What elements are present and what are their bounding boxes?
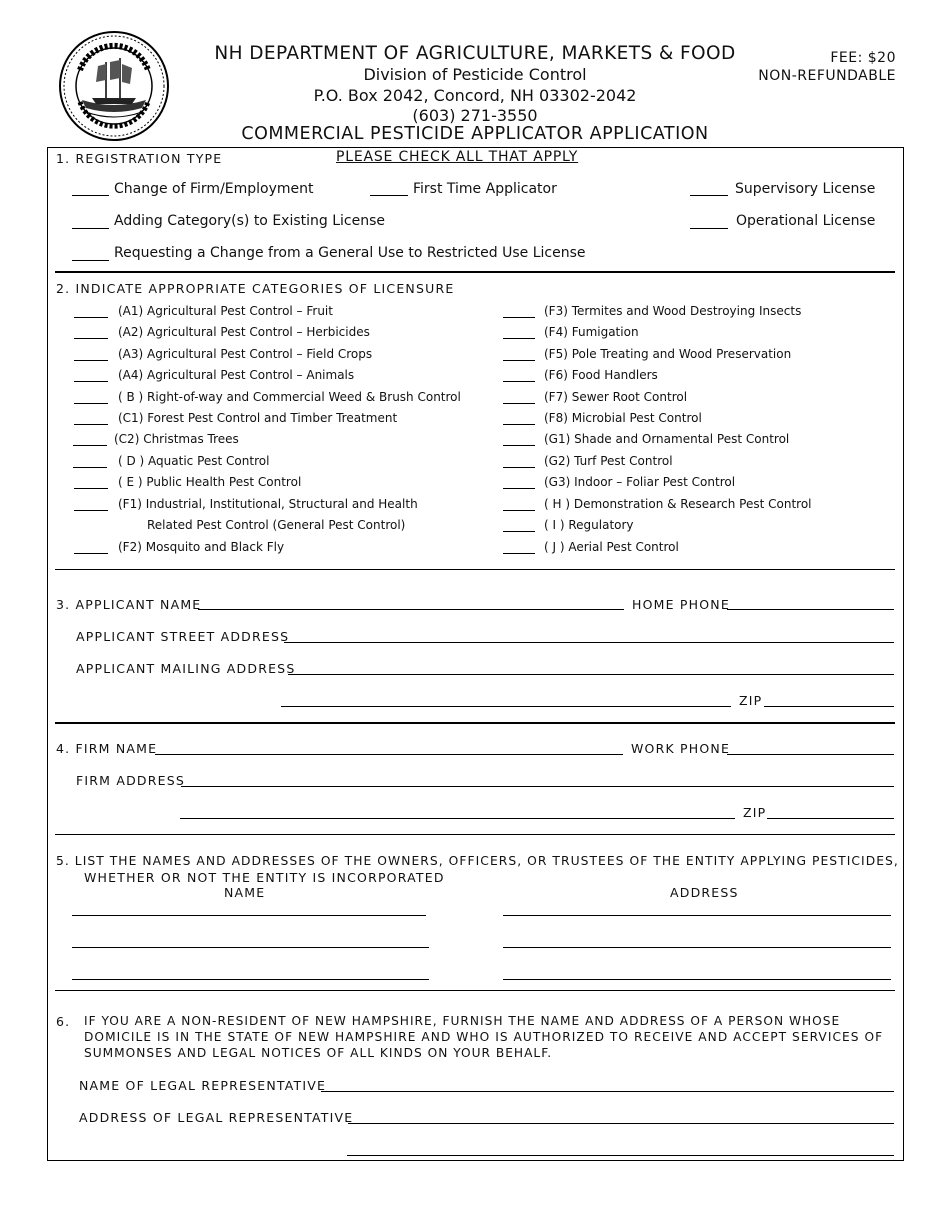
category-label: (F1) Industrial, Institutional, Structural and Health — [118, 497, 418, 511]
department-phone: (603) 271-3550 — [412, 106, 538, 125]
category-label: (G3) Indoor – Foliar Pest Control — [544, 475, 736, 489]
option-supervisory: Supervisory License — [735, 181, 876, 197]
category-label: (F6) Food Handlers — [544, 368, 658, 382]
category-checkbox[interactable] — [74, 381, 108, 382]
section-divider — [55, 569, 895, 570]
category-label: ( H ) Demonstration & Research Pest Control — [544, 497, 812, 511]
category-label: ( J ) Aerial Pest Control — [544, 540, 679, 554]
category-checkbox[interactable] — [74, 338, 108, 339]
section6-instruction-1: IF YOU ARE A NON-RESIDENT OF NEW HAMPSHIRE, FURNISH THE NAME AND ADDRESS OF A PERSON WHOSE — [84, 1014, 841, 1028]
category-checkbox[interactable] — [74, 360, 108, 361]
category-label: (F8) Microbial Pest Control — [544, 411, 702, 425]
name-column-header: NAME — [224, 885, 266, 900]
section1-label: 1. REGISTRATION TYPE — [56, 151, 223, 166]
firm-name-label: 4. FIRM NAME — [56, 741, 158, 756]
owner-address-field[interactable] — [503, 915, 891, 916]
checkbox-first-time[interactable] — [370, 195, 408, 196]
category-label: (A4) Agricultural Pest Control – Animals — [118, 368, 355, 382]
category-checkbox[interactable] — [74, 403, 108, 404]
category-checkbox[interactable] — [74, 424, 108, 425]
rep-address-label: ADDRESS OF LEGAL REPRESENTATIVE — [79, 1110, 354, 1125]
category-checkbox[interactable] — [503, 381, 535, 382]
category-checkbox[interactable] — [503, 531, 535, 532]
division-name: Division of Pesticide Control — [363, 65, 587, 84]
category-checkbox[interactable] — [503, 424, 535, 425]
category-checkbox[interactable] — [74, 510, 108, 511]
category-label: (G1) Shade and Ornamental Pest Control — [544, 432, 790, 446]
category-label: ( E ) Public Health Pest Control — [118, 475, 302, 489]
owner-name-field[interactable] — [72, 979, 429, 980]
section-divider — [55, 271, 895, 273]
state-seal-icon — [58, 30, 170, 142]
firm-name-field[interactable] — [155, 754, 623, 755]
category-label: (F2) Mosquito and Black Fly — [118, 540, 285, 554]
category-label: (F4) Fumigation — [544, 325, 639, 339]
category-label: (C1) Forest Pest Control and Timber Treatment — [118, 411, 398, 425]
owner-address-field[interactable] — [503, 947, 891, 948]
mailing-address-label: APPLICANT MAILING ADDRESS — [76, 661, 296, 676]
fee-amount: FEE: $20 — [830, 50, 896, 66]
category-label: ( B ) Right-of-way and Commercial Weed & Brush Control — [118, 390, 461, 404]
checkbox-operational[interactable] — [690, 228, 728, 229]
category-label: ( D ) Aquatic Pest Control — [118, 454, 270, 468]
option-change-firm: Change of Firm/Employment — [114, 181, 314, 197]
category-label: Related Pest Control (General Pest Control) — [147, 518, 406, 532]
category-label: ( I ) Regulatory — [544, 518, 634, 532]
rep-name-label: NAME OF LEGAL REPRESENTATIVE — [79, 1078, 327, 1093]
category-checkbox[interactable] — [503, 403, 535, 404]
firm-address-line2-field[interactable] — [180, 818, 735, 819]
category-checkbox[interactable] — [503, 553, 535, 554]
section-divider — [55, 990, 895, 991]
firm-zip-field[interactable] — [767, 818, 894, 819]
form-container — [47, 147, 904, 1161]
category-checkbox[interactable] — [503, 510, 535, 511]
zip-label: ZIP — [743, 805, 767, 820]
section-divider — [55, 834, 895, 835]
home-phone-field[interactable] — [727, 609, 894, 610]
section2-label: 2. INDICATE APPROPRIATE CATEGORIES OF LICENSURE — [56, 281, 455, 296]
firm-address-label: FIRM ADDRESS — [76, 773, 185, 788]
home-phone-label: HOME PHONE — [632, 597, 730, 612]
applicant-zip-field[interactable] — [764, 706, 894, 707]
category-label: (G2) Turf Pest Control — [544, 454, 673, 468]
zip-label: ZIP — [739, 693, 763, 708]
category-label: (C2) Christmas Trees — [114, 432, 239, 446]
category-checkbox[interactable] — [74, 317, 108, 318]
category-checkbox[interactable] — [503, 488, 535, 489]
category-checkbox[interactable] — [503, 445, 535, 446]
owner-name-field[interactable] — [72, 947, 429, 948]
work-phone-field[interactable] — [727, 754, 894, 755]
mailing-address-line2-field[interactable] — [281, 706, 731, 707]
option-operational: Operational License — [736, 213, 876, 229]
mailing-address-field[interactable] — [288, 674, 894, 675]
category-checkbox[interactable] — [74, 553, 108, 554]
rep-name-field[interactable] — [321, 1091, 894, 1092]
section6-number: 6. — [56, 1014, 71, 1029]
rep-address-field[interactable] — [348, 1123, 894, 1124]
category-checkbox[interactable] — [503, 360, 535, 361]
department-address: P.O. Box 2042, Concord, NH 03302-2042 — [313, 86, 637, 105]
applicant-name-label: 3. APPLICANT NAME — [56, 597, 202, 612]
option-first-time: First Time Applicator — [413, 181, 557, 197]
check-all-instruction: PLEASE CHECK ALL THAT APPLY — [336, 149, 579, 165]
category-checkbox[interactable] — [74, 488, 108, 489]
section6-instruction-2: DOMICILE IS IN THE STATE OF NEW HAMPSHIRE AND WHO IS AUTHORIZED TO RECEIVE AND ACCEPT SERVICES OF — [84, 1030, 884, 1044]
department-name: NH DEPARTMENT OF AGRICULTURE, MARKETS & FOOD — [214, 43, 736, 64]
checkbox-change-firm[interactable] — [72, 195, 109, 196]
checkbox-general-to-restricted[interactable] — [72, 260, 109, 261]
category-checkbox[interactable] — [503, 467, 535, 468]
address-column-header: ADDRESS — [670, 885, 739, 900]
section6-instruction-3: SUMMONSES AND LEGAL NOTICES OF ALL KINDS ON YOUR BEHALF. — [84, 1046, 553, 1060]
category-label: (A1) Agricultural Pest Control – Fruit — [118, 304, 333, 318]
firm-address-field[interactable] — [181, 786, 894, 787]
checkbox-supervisory[interactable] — [690, 195, 728, 196]
form-title: COMMERCIAL PESTICIDE APPLICATOR APPLICATION — [241, 124, 709, 144]
category-label: (A3) Agricultural Pest Control – Field Crops — [118, 347, 373, 361]
category-label: (F5) Pole Treating and Wood Preservation — [544, 347, 792, 361]
category-label: (F3) Termites and Wood Destroying Insects — [544, 304, 802, 318]
section-divider — [55, 722, 895, 724]
option-adding-category: Adding Category(s) to Existing License — [114, 213, 386, 229]
category-label: (F7) Sewer Root Control — [544, 390, 688, 404]
rep-address-line2-field[interactable] — [347, 1155, 894, 1156]
category-label: (A2) Agricultural Pest Control – Herbicides — [118, 325, 370, 339]
work-phone-label: WORK PHONE — [631, 741, 731, 756]
applicant-name-field[interactable] — [198, 609, 624, 610]
category-checkbox[interactable] — [503, 338, 535, 339]
category-checkbox[interactable] — [73, 467, 107, 468]
option-general-to-restricted: Requesting a Change from a General Use to Restricted Use License — [114, 245, 586, 261]
owner-address-field[interactable] — [503, 979, 891, 980]
street-address-label: APPLICANT STREET ADDRESS — [76, 629, 290, 644]
section5-instruction: 5. LIST THE NAMES AND ADDRESSES OF THE OWNERS, OFFICERS, OR TRUSTEES OF THE ENTITY APPLYING PESTICIDES, — [56, 854, 899, 868]
fee-note: NON-REFUNDABLE — [758, 68, 896, 84]
street-address-field[interactable] — [284, 642, 894, 643]
owner-name-field[interactable] — [72, 915, 426, 916]
checkbox-adding-category[interactable] — [72, 228, 109, 229]
section5-instruction-2: WHETHER OR NOT THE ENTITY IS INCORPORATED — [84, 870, 445, 885]
category-checkbox[interactable] — [73, 445, 107, 446]
category-checkbox[interactable] — [503, 317, 535, 318]
